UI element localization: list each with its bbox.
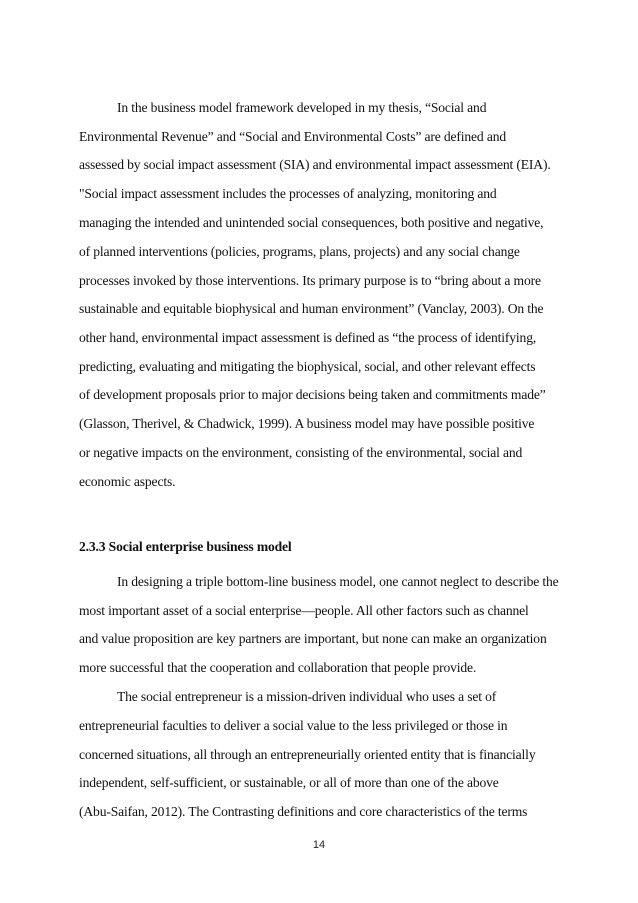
- text-line: Environmental Revenue” and “Social and Environmental Costs” are defined and: [79, 129, 507, 144]
- section-heading: 2.3.3 Social enterprise business model: [79, 539, 292, 554]
- text-line: independent, self-sufficient, or sustainable, or all of more than one of the above: [79, 775, 499, 790]
- text-line: most important asset of a social enterprise—people. All other factors such as channel: [79, 603, 529, 618]
- text-line: "Social impact assessment includes the processes of analyzing, monitoring and: [79, 186, 497, 201]
- text-line: of planned interventions (policies, programs, plans, projects) and any social change: [79, 244, 520, 259]
- text-line: of development proposals prior to major decisions being taken and commitments made”: [79, 387, 546, 402]
- text-line: predicting, evaluating and mitigating the biophysical, social, and other relevant effects: [79, 359, 536, 374]
- text-line: managing the intended and unintended social consequences, both positive and negative,: [79, 215, 544, 230]
- text-line: (Glasson, Therivel, & Chadwick, 1999). A business model may have possible positive: [79, 416, 535, 431]
- text-line: processes invoked by those interventions. Its primary purpose is to “bring about a more: [79, 273, 541, 288]
- page-number: 14: [312, 839, 326, 851]
- text-line: sustainable and equitable biophysical and human environment” (Vanclay, 2003). On the: [79, 301, 544, 316]
- text-line: In the business model framework developed in my thesis, “Social and: [117, 100, 487, 115]
- text-line: concerned situations, all through an entrepreneurially oriented entity that is financially: [79, 747, 536, 762]
- text-line: or negative impacts on the environment, consisting of the environmental, social and: [79, 445, 523, 460]
- text-line: assessed by social impact assessment (SIA) and environmental impact assessment (EIA).: [79, 157, 551, 172]
- text-line: more successful that the cooperation and collaboration that people provide.: [79, 660, 477, 675]
- text-line: entrepreneurial faculties to deliver a social value to the less privileged or those in: [79, 718, 508, 733]
- text-line: In designing a triple bottom-line business model, one cannot neglect to describe the: [117, 574, 559, 589]
- text-line: The social entrepreneur is a mission-driven individual who uses a set of: [117, 689, 497, 704]
- text-line: other hand, environmental impact assessment is defined as “the process of identifying,: [79, 330, 537, 345]
- text-line: economic aspects.: [79, 474, 176, 489]
- text-line: (Abu-Saifan, 2012). The Contrasting definitions and core characteristics of the terms: [79, 804, 528, 819]
- text-line: and value proposition are key partners are important, but none can make an organization: [79, 631, 547, 646]
